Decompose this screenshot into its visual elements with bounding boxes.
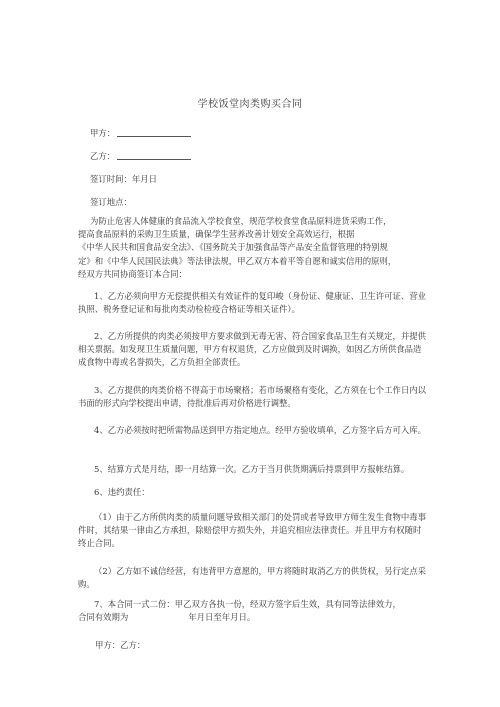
clause-3: 3、乙方提供的肉类价格不得高于市场聚格；若市场聚格有变化，乙方须在七个工作日内以书面的形式向学校提出申请，待批准后再对价格进行调整。 — [78, 385, 426, 409]
sign-place: 签订地点： — [90, 197, 132, 207]
party-a-field — [90, 127, 191, 139]
party-a-label: 甲方： — [90, 128, 116, 138]
intro-line: 经双方共同协商签订本合同： — [78, 268, 187, 279]
intro-paragraph — [78, 215, 428, 281]
clause-1: 1、乙方必须向甲方无偿提供相关有效证件的复印峻（身份证、健康证、卫生许可证、营业执照、税务登记证和每批肉类动检检疫合格证等相关证件）。 — [78, 291, 426, 315]
intro-line: 《中华人民共和国食品安全法》、《国务院关于加强食品等产品安全监督管理的特别规 — [78, 242, 388, 253]
sign-time: 签订时间：年月日 — [90, 174, 157, 184]
clause-5: 5、结算方式是月结，即一月结算一次。乙方于当月供货期满后持票到甲方报帐结算。 — [94, 464, 410, 474]
validity-label: 合同有效期为 — [78, 612, 129, 623]
intro-line: 提高食品原料的采购卫生质量，确保学生营养改善计划安全高效运行，根据 — [78, 229, 355, 240]
intro-line: 为防止危害人体健康的食品流入学校食堂，规范学校食堂食品原料进货采购工作， — [90, 216, 392, 226]
document-title: 学校饭堂肉类购买合同 — [197, 99, 303, 110]
party-a-blank-line — [117, 128, 191, 137]
clause-6-2: （2）乙方如不诚信经营，有违背甲方意愿的，甲方将随时取消乙方的供货权，另行定点采购。 — [78, 566, 426, 590]
signature-line: 甲方：乙方： — [95, 640, 146, 650]
clause-6-1: （1）由于乙方所供肉类的质量问题导致相关部门的处罚或者导致甲方师生发生食物中毒事件时，其结果一律由乙方承担，除赔偿甲方损失外，并追究相应法律责任。并且甲方有权随时终止合同。 — [78, 512, 426, 549]
clause-4: 4、乙方必须按时把所需物品送到甲方指定地点。经甲方验收填单，乙方签字后方可入库。 — [94, 425, 426, 435]
clause-2: 2、乙方所提供的肉类必须按甲方要求做到无毒无害、符合国家食品卫生有关规定，并提供相关票据。如发现卫生质量问题，甲方有权退货，乙方应做到及时调换，如因乙方所供食品造成食物中毒或名誉损失，乙方负担全部责任。 — [78, 331, 426, 368]
intro-line: 定》和《中华人民国民法典》等法律法规，甲乙双方本着平等自愿和诚实信用的原则， — [78, 255, 397, 266]
validity-dates: 年月日至年月日。 — [188, 612, 256, 623]
party-b-field — [90, 150, 191, 162]
clause-7: 7、本合同一式二份：甲乙双方各执一份，经双方签字后生效，具有同等法律效力， 合同有效期为 年月日至年月日。 — [78, 599, 401, 623]
clause-6: 6、违约责任： — [94, 487, 150, 497]
party-b-blank-line — [117, 151, 191, 160]
party-b-label: 乙方： — [90, 151, 116, 161]
